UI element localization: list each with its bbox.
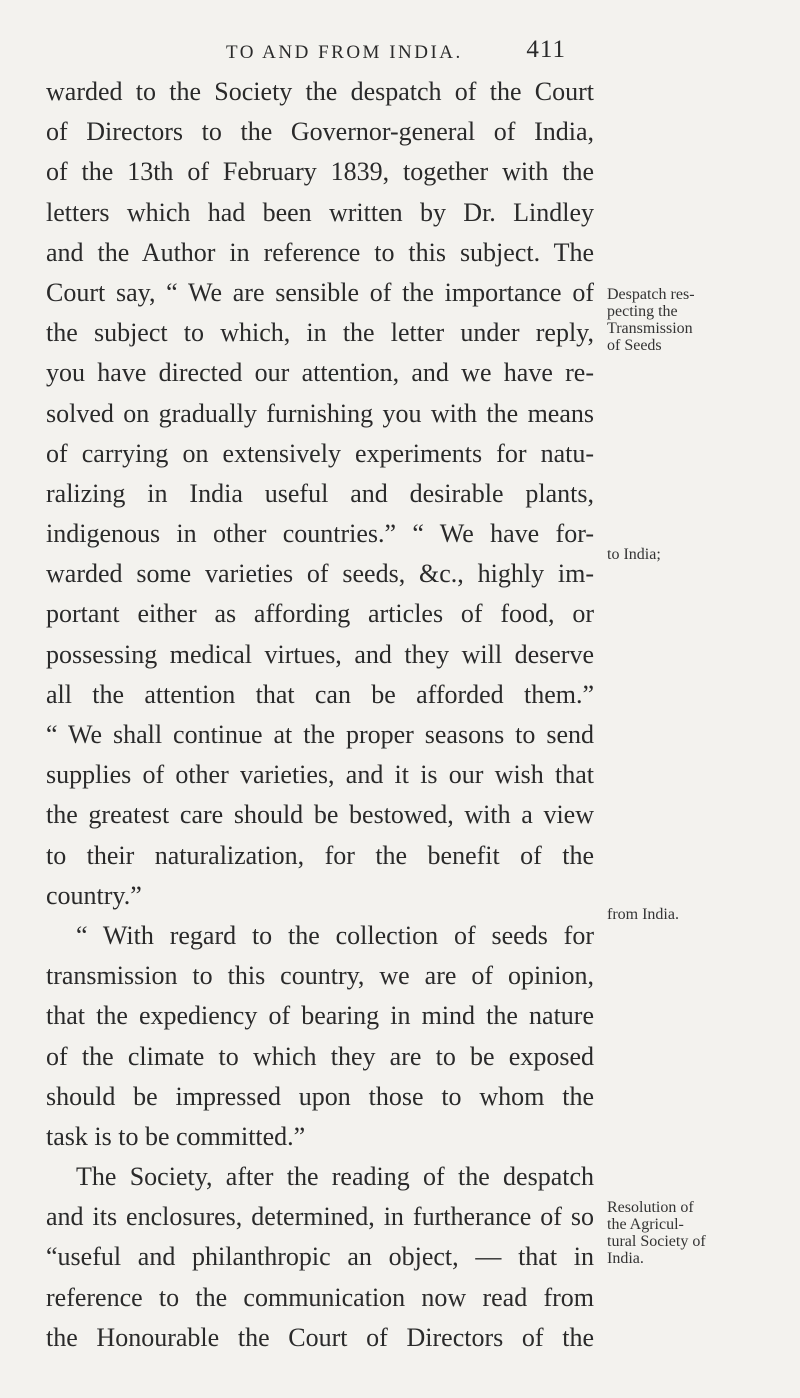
margin-note-line: Despatch res- bbox=[607, 286, 695, 303]
text-line: of the climate to which they are to be exposed bbox=[46, 1041, 594, 1071]
page-number: 411 bbox=[526, 36, 566, 63]
margin-note bbox=[607, 546, 797, 563]
text-line: you have directed our attention, and we have re- bbox=[46, 358, 594, 388]
text-line: the Honourable the Court of Directors of the bbox=[46, 1322, 594, 1352]
body-text bbox=[46, 72, 594, 1358]
margin-note-line: India. bbox=[607, 1250, 644, 1267]
margin-note-line: to India; bbox=[607, 546, 661, 563]
text-line: of Directors to the Governor-general of India, bbox=[46, 117, 594, 147]
text-line: supplies of other varieties, and it is our wish that bbox=[46, 760, 594, 790]
margin-note-line: from India. bbox=[607, 906, 679, 923]
margin-note-line: pecting the bbox=[607, 303, 678, 320]
margin-note bbox=[607, 286, 797, 354]
text-line: “ We shall continue at the proper seasons to send bbox=[46, 720, 594, 749]
text-line: “useful and philanthropic an object, — that in bbox=[46, 1242, 594, 1272]
text-line: task is to be committed.” bbox=[46, 1121, 306, 1151]
text-line: possessing medical virtues, and they will deserve bbox=[46, 639, 594, 669]
running-head bbox=[226, 36, 566, 68]
text-line: indigenous in other countries.” “ We have for- bbox=[46, 519, 594, 549]
running-title: TO AND FROM INDIA. bbox=[226, 42, 463, 63]
text-line: and its enclosures, determined, in furtherance of so bbox=[46, 1202, 594, 1232]
text-line: The Society, after the reading of the despatch bbox=[76, 1162, 594, 1192]
text-line: ralizing in India useful and desirable plants, bbox=[46, 478, 594, 508]
margin-note-line: Resolution of bbox=[607, 1199, 694, 1216]
margin-note-line: tural Society of bbox=[607, 1233, 706, 1250]
text-line: all the attention that can be afforded them.” bbox=[46, 679, 594, 709]
text-line: solved on gradually furnishing you with the means bbox=[46, 398, 594, 428]
text-line: warded some varieties of seeds, &c., highly im- bbox=[46, 559, 594, 589]
text-line: letters which had been written by Dr. Lindley bbox=[46, 197, 594, 227]
text-line: reference to the communication now read from bbox=[46, 1282, 594, 1312]
text-line: transmission to this country, we are of opinion, bbox=[46, 961, 594, 991]
text-line: “ With regard to the collection of seeds for bbox=[76, 920, 594, 950]
margin-note bbox=[607, 906, 797, 923]
text-line: and the Author in reference to this subject. The bbox=[46, 237, 594, 267]
text-line: of the 13th of February 1839, together with the bbox=[46, 157, 594, 187]
text-line: country.” bbox=[46, 880, 142, 910]
text-line: should be impressed upon those to whom the bbox=[46, 1081, 594, 1111]
margin-note-line: the Agricul- bbox=[607, 1216, 684, 1233]
margin-note-line: of Seeds bbox=[607, 337, 662, 354]
text-line: the greatest care should be bestowed, with a view bbox=[46, 800, 594, 830]
text-line: warded to the Society the despatch of the Court bbox=[46, 77, 594, 106]
text-line: to their naturalization, for the benefit of the bbox=[46, 840, 594, 870]
text-line: Court say, “ We are sensible of the importance of bbox=[46, 277, 594, 307]
text-line: portant either as affording articles of food, or bbox=[46, 599, 594, 629]
text-line: that the expediency of bearing in mind the nature bbox=[46, 1001, 594, 1031]
margin-note-line: Transmission bbox=[607, 320, 693, 337]
margin-note bbox=[607, 1199, 797, 1267]
text-line: the subject to which, in the letter under reply, bbox=[46, 318, 594, 348]
text-line: of carrying on extensively experiments for natu- bbox=[46, 438, 594, 468]
